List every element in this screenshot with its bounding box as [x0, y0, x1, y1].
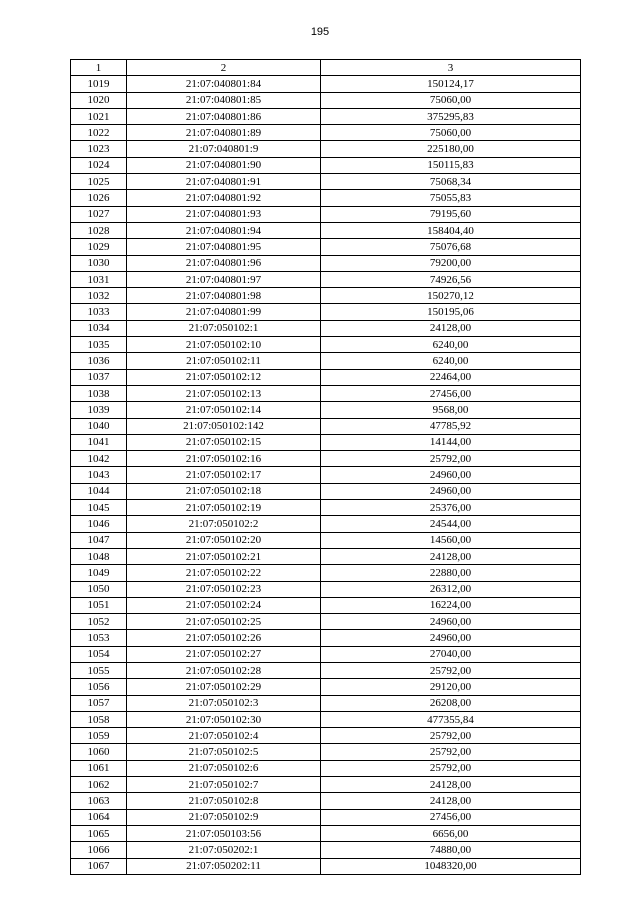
row-number-cell: 1023 [71, 141, 127, 157]
row-number-cell: 1049 [71, 565, 127, 581]
table-row [71, 125, 581, 141]
cadastral-number-cell: 21:07:050102:142 [127, 418, 321, 434]
row-number-cell: 1043 [71, 467, 127, 483]
cadastral-number-cell: 21:07:050102:8 [127, 793, 321, 809]
value-cell: 25792,00 [321, 451, 581, 467]
table-row [71, 385, 581, 401]
cadastral-number-cell: 21:07:050202:11 [127, 858, 321, 874]
value-cell: 27456,00 [321, 809, 581, 825]
table-row [71, 141, 581, 157]
cadastral-number-cell: 21:07:050102:2 [127, 516, 321, 532]
value-cell: 150270,12 [321, 288, 581, 304]
table-row [71, 548, 581, 564]
row-number-cell: 1064 [71, 809, 127, 825]
cadastral-number-cell: 21:07:050102:15 [127, 434, 321, 450]
table-row [71, 728, 581, 744]
row-number-cell: 1028 [71, 222, 127, 238]
table-row [71, 793, 581, 809]
cadastral-number-cell: 21:07:050102:21 [127, 548, 321, 564]
table-row [71, 157, 581, 173]
row-number-cell: 1061 [71, 760, 127, 776]
table-row [71, 76, 581, 92]
value-cell: 24128,00 [321, 320, 581, 336]
value-cell: 6240,00 [321, 353, 581, 369]
table-row [71, 809, 581, 825]
cadastral-number-cell: 21:07:040801:93 [127, 206, 321, 222]
table-row [71, 190, 581, 206]
value-cell: 75068,34 [321, 174, 581, 190]
value-cell: 25792,00 [321, 728, 581, 744]
value-cell: 25792,00 [321, 760, 581, 776]
cadastral-number-cell: 21:07:040801:95 [127, 239, 321, 255]
row-number-cell: 1033 [71, 304, 127, 320]
cadastral-number-cell: 21:07:050102:11 [127, 353, 321, 369]
cadastral-number-cell: 21:07:050102:26 [127, 630, 321, 646]
cadastral-number-cell: 21:07:040801:84 [127, 76, 321, 92]
value-cell: 225180,00 [321, 141, 581, 157]
row-number-cell: 1027 [71, 206, 127, 222]
table-row [71, 500, 581, 516]
table-row [71, 288, 581, 304]
row-number-cell: 1052 [71, 614, 127, 630]
row-number-cell: 1038 [71, 385, 127, 401]
cadastral-number-cell: 21:07:050102:16 [127, 451, 321, 467]
row-number-cell: 1030 [71, 255, 127, 271]
table-row [71, 108, 581, 124]
table-row [71, 467, 581, 483]
cadastral-number-cell: 21:07:050102:6 [127, 760, 321, 776]
cadastral-number-cell: 21:07:050102:13 [127, 385, 321, 401]
value-cell: 6656,00 [321, 825, 581, 841]
table-row [71, 337, 581, 353]
value-cell: 75060,00 [321, 125, 581, 141]
value-cell: 26312,00 [321, 581, 581, 597]
value-cell: 75060,00 [321, 92, 581, 108]
row-number-cell: 1047 [71, 532, 127, 548]
cadastral-number-cell: 21:07:050102:5 [127, 744, 321, 760]
row-number-cell: 1039 [71, 402, 127, 418]
value-cell: 25792,00 [321, 662, 581, 678]
row-number-cell: 1041 [71, 434, 127, 450]
table-row [71, 174, 581, 190]
value-cell: 24544,00 [321, 516, 581, 532]
cadastral-number-cell: 21:07:050102:9 [127, 809, 321, 825]
page-number: 195 [310, 26, 330, 38]
column-header-2: 2 [127, 60, 321, 76]
table-row [71, 581, 581, 597]
cadastral-number-cell: 21:07:050102:1 [127, 320, 321, 336]
table-row [71, 320, 581, 336]
table-row [71, 483, 581, 499]
column-header-3: 3 [321, 60, 581, 76]
value-cell: 150115,83 [321, 157, 581, 173]
cadastral-number-cell: 21:07:040801:89 [127, 125, 321, 141]
value-cell: 27040,00 [321, 646, 581, 662]
cadastral-number-cell: 21:07:040801:86 [127, 108, 321, 124]
cadastral-number-cell: 21:07:050102:14 [127, 402, 321, 418]
value-cell: 14560,00 [321, 532, 581, 548]
table-row [71, 858, 581, 874]
row-number-cell: 1067 [71, 858, 127, 874]
column-header-1: 1 [71, 60, 127, 76]
row-number-cell: 1021 [71, 108, 127, 124]
row-number-cell: 1045 [71, 500, 127, 516]
table-row [71, 630, 581, 646]
table-row [71, 516, 581, 532]
value-cell: 74926,56 [321, 271, 581, 287]
cadastral-number-cell: 21:07:040801:99 [127, 304, 321, 320]
cadastral-number-cell: 21:07:040801:90 [127, 157, 321, 173]
row-number-cell: 1063 [71, 793, 127, 809]
value-cell: 1048320,00 [321, 858, 581, 874]
row-number-cell: 1046 [71, 516, 127, 532]
table-header-row [71, 60, 581, 76]
table-row [71, 532, 581, 548]
value-cell: 25792,00 [321, 744, 581, 760]
table-row [71, 271, 581, 287]
row-number-cell: 1032 [71, 288, 127, 304]
cadastral-number-cell: 21:07:050102:18 [127, 483, 321, 499]
row-number-cell: 1037 [71, 369, 127, 385]
cadastral-number-cell: 21:07:050102:7 [127, 777, 321, 793]
row-number-cell: 1019 [71, 76, 127, 92]
row-number-cell: 1026 [71, 190, 127, 206]
value-cell: 24960,00 [321, 630, 581, 646]
row-number-cell: 1062 [71, 777, 127, 793]
value-cell: 25376,00 [321, 500, 581, 516]
value-cell: 79200,00 [321, 255, 581, 271]
data-table [70, 59, 581, 875]
value-cell: 14144,00 [321, 434, 581, 450]
cadastral-number-cell: 21:07:050102:25 [127, 614, 321, 630]
value-cell: 22464,00 [321, 369, 581, 385]
cadastral-number-cell: 21:07:050102:10 [127, 337, 321, 353]
table-row [71, 825, 581, 841]
row-number-cell: 1058 [71, 711, 127, 727]
row-number-cell: 1024 [71, 157, 127, 173]
cadastral-number-cell: 21:07:050102:17 [127, 467, 321, 483]
value-cell: 26208,00 [321, 695, 581, 711]
table-row [71, 402, 581, 418]
row-number-cell: 1054 [71, 646, 127, 662]
row-number-cell: 1022 [71, 125, 127, 141]
row-number-cell: 1044 [71, 483, 127, 499]
value-cell: 47785,92 [321, 418, 581, 434]
value-cell: 27456,00 [321, 385, 581, 401]
table-row [71, 646, 581, 662]
value-cell: 22880,00 [321, 565, 581, 581]
value-cell: 75055,83 [321, 190, 581, 206]
cadastral-number-cell: 21:07:040801:91 [127, 174, 321, 190]
row-number-cell: 1035 [71, 337, 127, 353]
row-number-cell: 1025 [71, 174, 127, 190]
value-cell: 375295,83 [321, 108, 581, 124]
cadastral-number-cell: 21:07:040801:9 [127, 141, 321, 157]
row-number-cell: 1048 [71, 548, 127, 564]
cadastral-number-cell: 21:07:040801:97 [127, 271, 321, 287]
table-body [71, 76, 581, 875]
table-row [71, 255, 581, 271]
value-cell: 24128,00 [321, 548, 581, 564]
table-row [71, 744, 581, 760]
value-cell: 24128,00 [321, 777, 581, 793]
cadastral-number-cell: 21:07:050102:22 [127, 565, 321, 581]
value-cell: 150124,17 [321, 76, 581, 92]
row-number-cell: 1057 [71, 695, 127, 711]
cadastral-number-cell: 21:07:050202:1 [127, 842, 321, 858]
value-cell: 74880,00 [321, 842, 581, 858]
value-cell: 24960,00 [321, 483, 581, 499]
table-row [71, 92, 581, 108]
cadastral-number-cell: 21:07:050102:24 [127, 597, 321, 613]
cadastral-number-cell: 21:07:050102:20 [127, 532, 321, 548]
row-number-cell: 1053 [71, 630, 127, 646]
row-number-cell: 1060 [71, 744, 127, 760]
value-cell: 24960,00 [321, 467, 581, 483]
cadastral-number-cell: 21:07:050102:28 [127, 662, 321, 678]
value-cell: 24960,00 [321, 614, 581, 630]
table-row [71, 239, 581, 255]
row-number-cell: 1029 [71, 239, 127, 255]
cadastral-number-cell: 21:07:040801:96 [127, 255, 321, 271]
cadastral-number-cell: 21:07:050103:56 [127, 825, 321, 841]
value-cell: 477355,84 [321, 711, 581, 727]
cadastral-number-cell: 21:07:050102:4 [127, 728, 321, 744]
table-row [71, 434, 581, 450]
table-row [71, 418, 581, 434]
cadastral-number-cell: 21:07:040801:92 [127, 190, 321, 206]
table-row [71, 777, 581, 793]
table-row [71, 711, 581, 727]
table-row [71, 842, 581, 858]
table-row [71, 614, 581, 630]
cadastral-number-cell: 21:07:050102:12 [127, 369, 321, 385]
table-row [71, 304, 581, 320]
value-cell: 75076,68 [321, 239, 581, 255]
table-row [71, 679, 581, 695]
table-row [71, 662, 581, 678]
table-row [71, 369, 581, 385]
value-cell: 29120,00 [321, 679, 581, 695]
value-cell: 16224,00 [321, 597, 581, 613]
row-number-cell: 1051 [71, 597, 127, 613]
table-row [71, 222, 581, 238]
value-cell: 9568,00 [321, 402, 581, 418]
row-number-cell: 1065 [71, 825, 127, 841]
cadastral-number-cell: 21:07:050102:30 [127, 711, 321, 727]
row-number-cell: 1034 [71, 320, 127, 336]
table-row [71, 760, 581, 776]
row-number-cell: 1040 [71, 418, 127, 434]
cadastral-number-cell: 21:07:040801:85 [127, 92, 321, 108]
row-number-cell: 1050 [71, 581, 127, 597]
table-row [71, 206, 581, 222]
table-row [71, 695, 581, 711]
cadastral-number-cell: 21:07:050102:29 [127, 679, 321, 695]
row-number-cell: 1055 [71, 662, 127, 678]
value-cell: 24128,00 [321, 793, 581, 809]
cadastral-number-cell: 21:07:050102:3 [127, 695, 321, 711]
value-cell: 79195,60 [321, 206, 581, 222]
row-number-cell: 1020 [71, 92, 127, 108]
row-number-cell: 1036 [71, 353, 127, 369]
cadastral-number-cell: 21:07:050102:19 [127, 500, 321, 516]
value-cell: 150195,06 [321, 304, 581, 320]
row-number-cell: 1056 [71, 679, 127, 695]
row-number-cell: 1042 [71, 451, 127, 467]
table-row [71, 353, 581, 369]
table-row [71, 451, 581, 467]
table-row [71, 597, 581, 613]
row-number-cell: 1066 [71, 842, 127, 858]
row-number-cell: 1059 [71, 728, 127, 744]
cadastral-number-cell: 21:07:050102:23 [127, 581, 321, 597]
value-cell: 158404,40 [321, 222, 581, 238]
table-row [71, 565, 581, 581]
cadastral-number-cell: 21:07:040801:94 [127, 222, 321, 238]
value-cell: 6240,00 [321, 337, 581, 353]
cadastral-number-cell: 21:07:050102:27 [127, 646, 321, 662]
row-number-cell: 1031 [71, 271, 127, 287]
cadastral-number-cell: 21:07:040801:98 [127, 288, 321, 304]
